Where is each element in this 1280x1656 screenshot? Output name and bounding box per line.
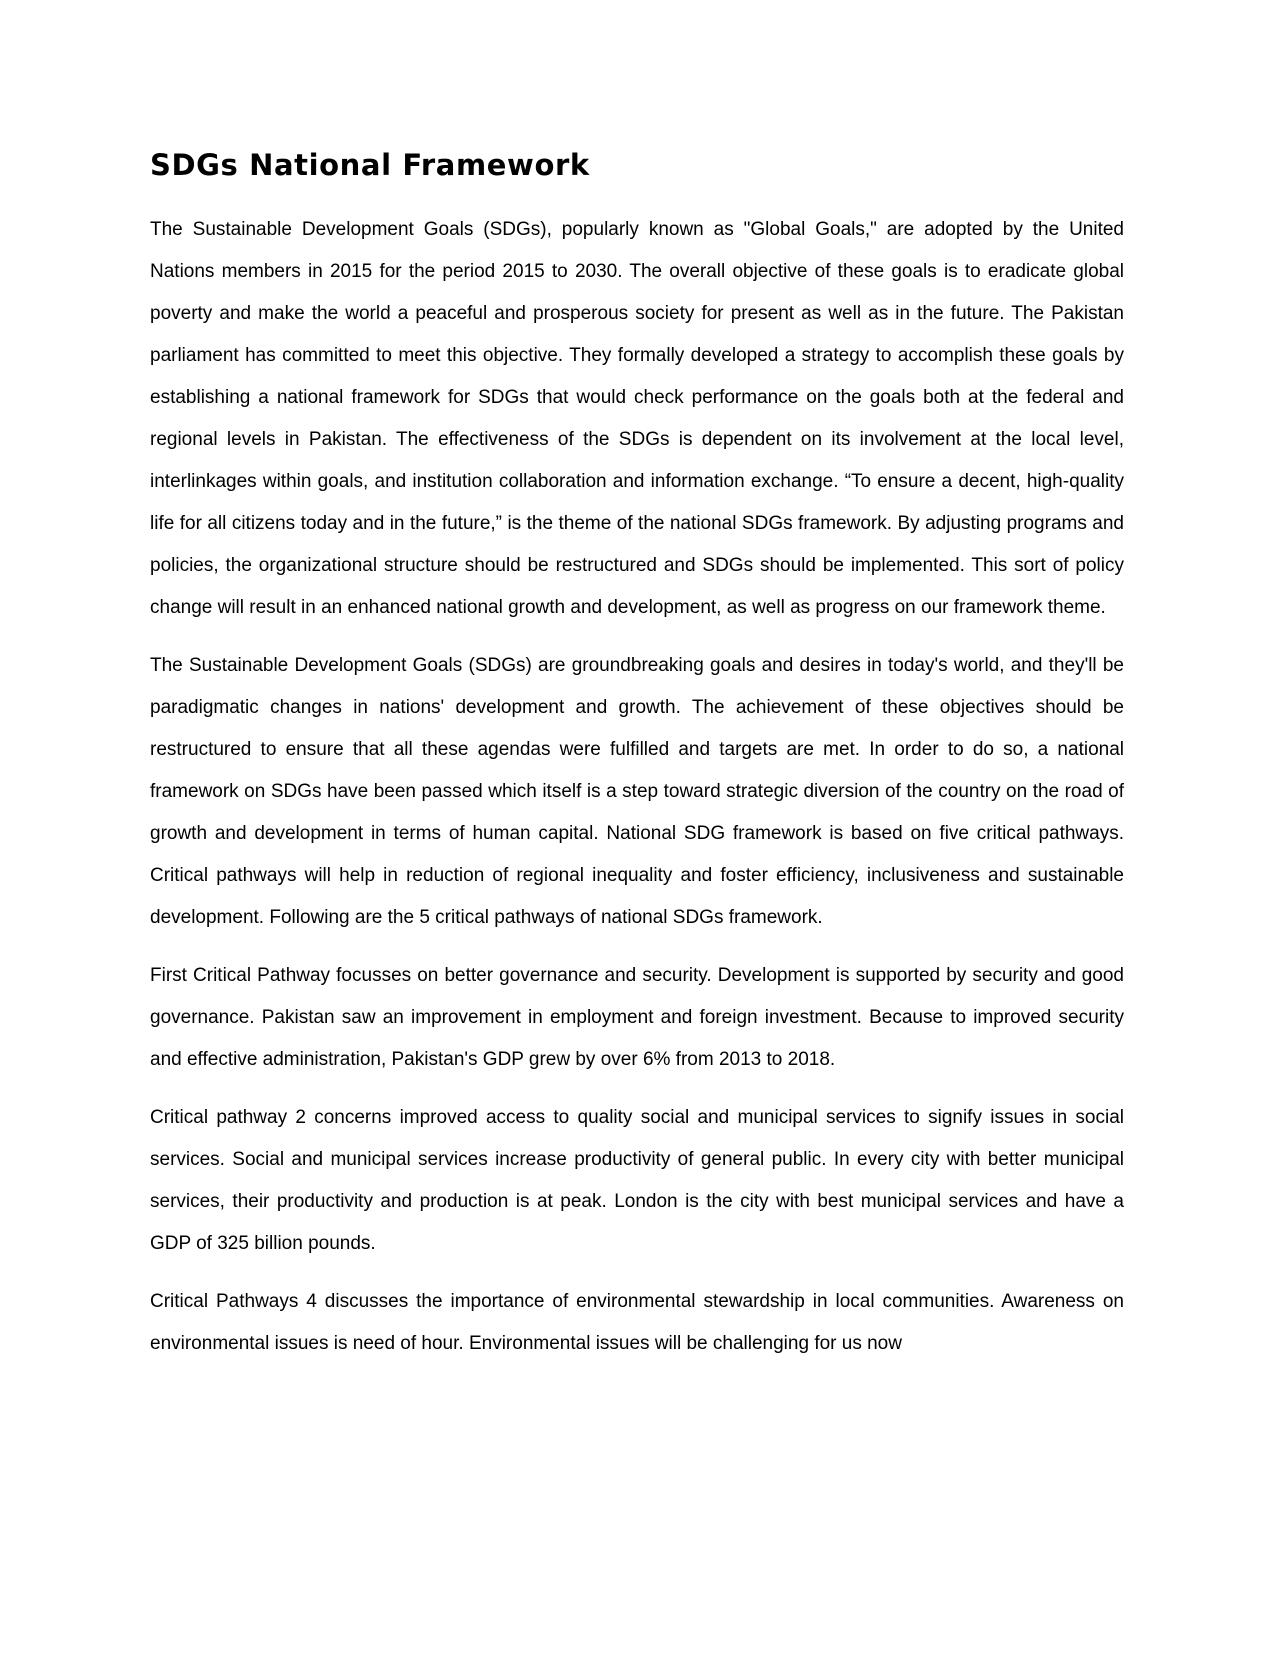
- paragraph-pathway-1: First Critical Pathway focusses on better governance and security. Development is supported by security and good governance. Pakistan saw an improvement in employment and foreign investment. Because to improved security and effective administration, Pakistan's GDP grew by over 6% from 2013 to 2018.: [150, 965, 1124, 1070]
- document-body: [150, 143, 1124, 1381]
- paragraph-pathway-4: Critical Pathways 4 discusses the importance of environmental stewardship in local communities. Awareness on environmental issues is need of hour. Environmental issues will be challenging for us now: [150, 1291, 1124, 1354]
- paragraph-pathway-2: Critical pathway 2 concerns improved access to quality social and municipal services to signify issues in social services. Social and municipal services increase productivity of general public. In every city with better municipal services, their productivity and production is at peak. London is the city with best municipal services and have a GDP of 325 billion pounds.: [150, 1107, 1124, 1254]
- document-title: SDGs National Framework: [150, 148, 590, 182]
- paragraph-framework-pathways: The Sustainable Development Goals (SDGs) are groundbreaking goals and desires in today's world, and they'll be paradigmatic changes in nations' development and growth. The achievement of these objectives should be restructured to ensure that all these agendas were fulfilled and targets are met. In order to do so, a national framework on SDGs have been passed which itself is a step toward strategic diversion of the country on the road of growth and development in terms of human capital. National SDG framework is based on five critical pathways. Critical pathways will help in reduction of regional inequality and foster efficiency, inclusiveness and sustainable development. Following are the 5 critical pathways of national SDGs framework.: [150, 655, 1124, 928]
- paragraph-sdgs-overview: The Sustainable Development Goals (SDGs), popularly known as "Global Goals," are adopted by the United Nations members in 2015 for the period 2015 to 2030. The overall objective of these goals is to eradicate global poverty and make the world a peaceful and prosperous society for present as well as in the future. The Pakistan parliament has committed to meet this objective. They formally developed a strategy to accomplish these goals by establishing a national framework for SDGs that would check performance on the goals both at the federal and regional levels in Pakistan. The effectiveness of the SDGs is dependent on its involvement at the local level, interlinkages within goals, and institution collaboration and information exchange. “To ensure a decent, high-quality life for all citizens today and in the future,” is the theme of the national SDGs framework. By adjusting programs and policies, the organizational structure should be restructured and SDGs should be implemented. This sort of policy change will result in an enhanced national growth and development, as well as progress on our framework theme.: [150, 219, 1124, 618]
